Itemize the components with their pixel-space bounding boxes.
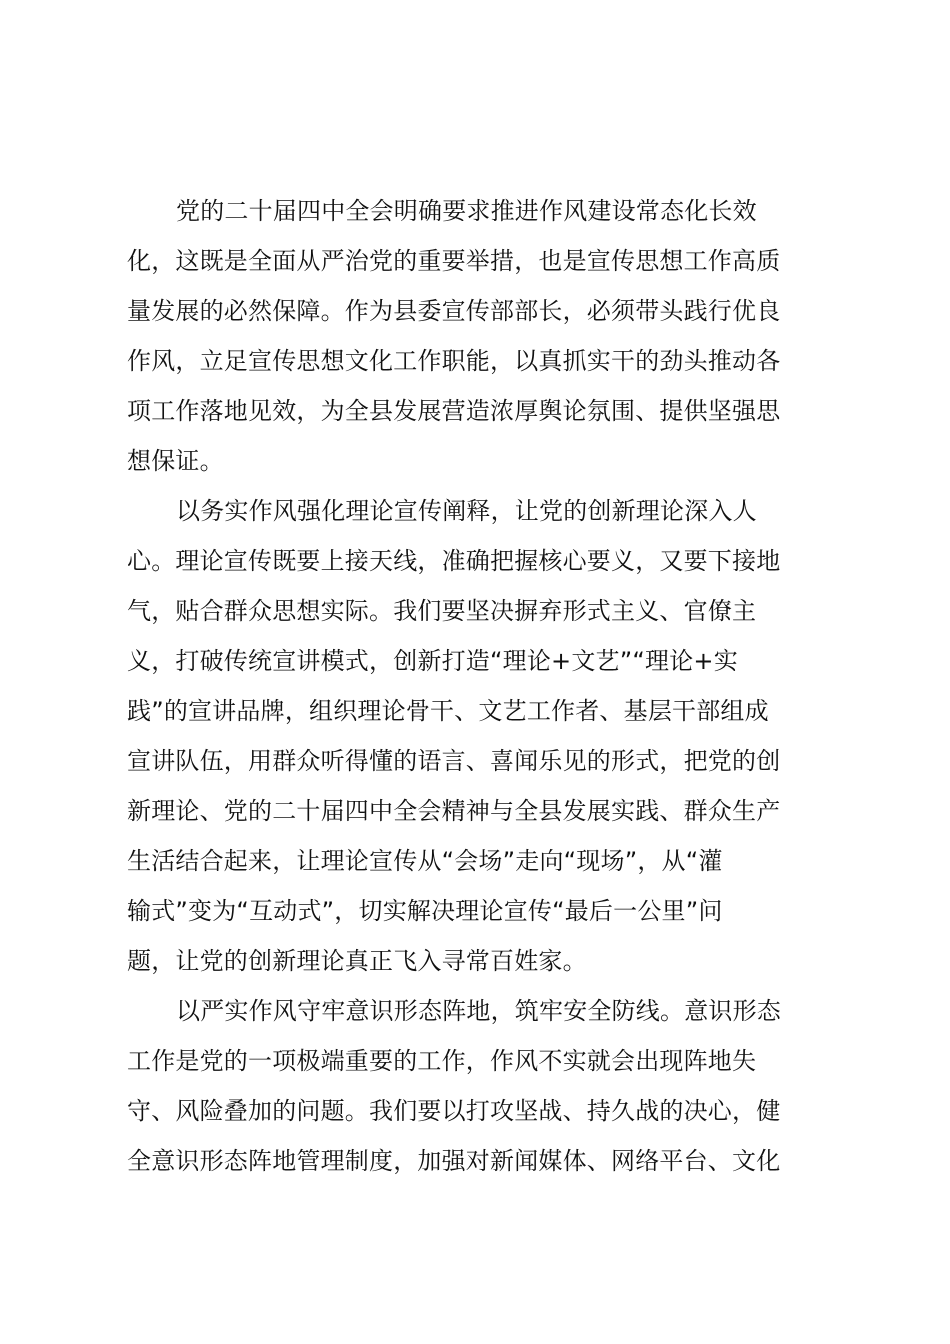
text-line: 以务实作风强化理论宣传阐释，让党的创新理论深入人 (176, 497, 757, 525)
text-line: 工作是党的一项极端重要的工作，作风不实就会出现阵地失 (127, 1047, 757, 1075)
text-line: 量发展的必然保障。作为县委宣传部部长，必须带头践行优良 (127, 297, 781, 325)
paragraph-3 (127, 986, 837, 1186)
text-line: 党的二十届四中全会明确要求推进作风建设常态化长效 (176, 197, 757, 225)
text-line: 题，让党的创新理论真正飞入寻常百姓家。 (127, 947, 587, 975)
text-line: 作风，立足宣传思想文化工作职能，以真抓实干的劲头推动各 (127, 347, 781, 375)
paragraph-1 (127, 186, 837, 486)
text-line: 心。理论宣传既要上接天线，准确把握核心要义，又要下接地 (127, 547, 781, 575)
text-line: 新理论、党的二十届四中全会精神与全县发展实践、群众生产 (127, 797, 781, 825)
text-line: 义，打破传统宣讲模式，创新打造“理论+文艺”“理论+实 (127, 647, 738, 675)
text-line: 化，这既是全面从严治党的重要举措，也是宣传思想工作高质 (127, 247, 781, 275)
text-line: 全意识形态阵地管理制度，加强对新闻媒体、网络平台、文化 (127, 1147, 781, 1175)
text-line: 生活结合起来，让理论宣传从“会场”走向“现场”，从“灌 (127, 847, 723, 875)
paragraph-2 (127, 486, 837, 986)
text-line: 守、风险叠加的问题。我们要以打攻坚战、持久战的决心，健 (127, 1097, 781, 1125)
document-body (127, 186, 837, 1186)
text-line: 输式”变为“互动式”，切实解决理论宣传“最后一公里”问 (127, 897, 723, 925)
text-line: 宣讲队伍，用群众听得懂的语言、喜闻乐见的形式，把党的创 (127, 747, 781, 775)
text-line: 践”的宣讲品牌，组织理论骨干、文艺工作者、基层干部组成 (127, 697, 769, 725)
text-line: 气，贴合群众思想实际。我们要坚决摒弃形式主义、官僚主 (127, 597, 757, 625)
text-line: 想保证。 (127, 447, 224, 475)
text-line: 以严实作风守牢意识形态阵地，筑牢安全防线。意识形态 (176, 997, 781, 1025)
text-line: 项工作落地见效，为全县发展营造浓厚舆论氛围、提供坚强思 (127, 397, 781, 425)
